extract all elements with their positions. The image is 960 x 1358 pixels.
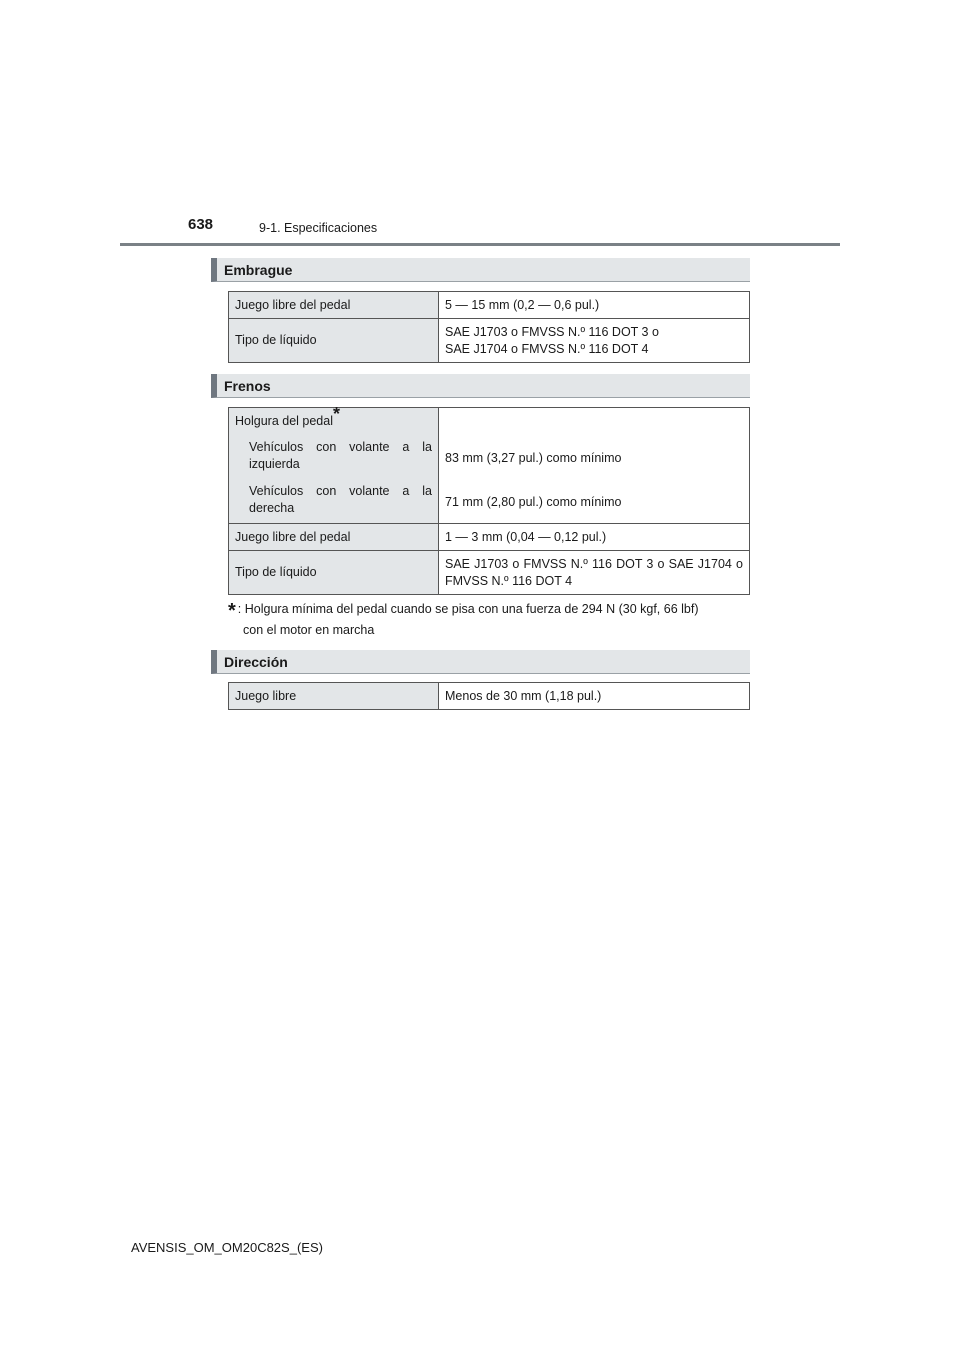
- row-value: [439, 319, 750, 363]
- row-label: Juego libre del pedal: [229, 292, 439, 319]
- footnote-marker: *: [228, 600, 236, 622]
- row-value: 1 — 3 mm (0,04 — 0,12 pul.): [439, 524, 750, 551]
- row-label: Juego libre del pedal: [229, 524, 439, 551]
- holgura-label: Holgura del pedal*: [235, 403, 341, 428]
- document-code: AVENSIS_OM_OM20C82S_(ES): [131, 1240, 323, 1255]
- table-direccion: [228, 682, 750, 710]
- footnote: [228, 600, 748, 640]
- table-row: [229, 551, 750, 595]
- right-hand-value: 71 mm (2,80 pul.) como mínimo: [445, 495, 622, 509]
- row-label: Juego libre: [229, 683, 439, 710]
- table-row: [229, 408, 750, 524]
- page-number: 638: [188, 216, 214, 233]
- table-embrague: [228, 291, 750, 363]
- value-line: SAE J1703 o FMVSS N.º 116 DOT 3 o: [445, 324, 659, 339]
- right-hand-label: Vehículos con volante a la derecha: [249, 484, 432, 515]
- section-heading-frenos: Frenos: [211, 374, 750, 398]
- holgura-label-cell: [229, 403, 439, 524]
- left-hand-label: Vehículos con volante a la izquierda: [249, 440, 432, 471]
- section-heading-embrague: Embrague: [211, 258, 750, 282]
- table-row: [229, 683, 750, 710]
- row-value: SAE J1703 o FMVSS N.º 116 DOT 3 o SAE J1704 o FMVSS N.º 116 DOT 4: [439, 551, 750, 595]
- footnote-line: con el motor en marcha: [243, 623, 375, 637]
- footnote-line: * : Holgura mínima del pedal cuando se pisa con una fuerza de 294 N (30 kgf, 66 lbf): [228, 600, 699, 622]
- holgura-values-cell: [439, 408, 750, 524]
- row-value: 5 — 15 mm (0,2 — 0,6 pul.): [439, 292, 750, 319]
- row-label: Tipo de líquido: [229, 319, 439, 363]
- table-row: [229, 319, 750, 363]
- section-label: 9-1. Especificaciones: [259, 221, 378, 235]
- value-line: SAE J1704 o FMVSS N.º 116 DOT 4: [445, 341, 649, 356]
- table-row: [229, 292, 750, 319]
- row-label: Tipo de líquido: [229, 551, 439, 595]
- header-rule: [120, 243, 840, 246]
- table-row: [229, 524, 750, 551]
- section-heading-direccion: Dirección: [211, 650, 750, 674]
- row-value: Menos de 30 mm (1,18 pul.): [439, 683, 750, 710]
- table-frenos: [228, 403, 750, 595]
- asterisk-marker: *: [333, 403, 341, 424]
- left-hand-value: 83 mm (3,27 pul.) como mínimo: [445, 451, 622, 465]
